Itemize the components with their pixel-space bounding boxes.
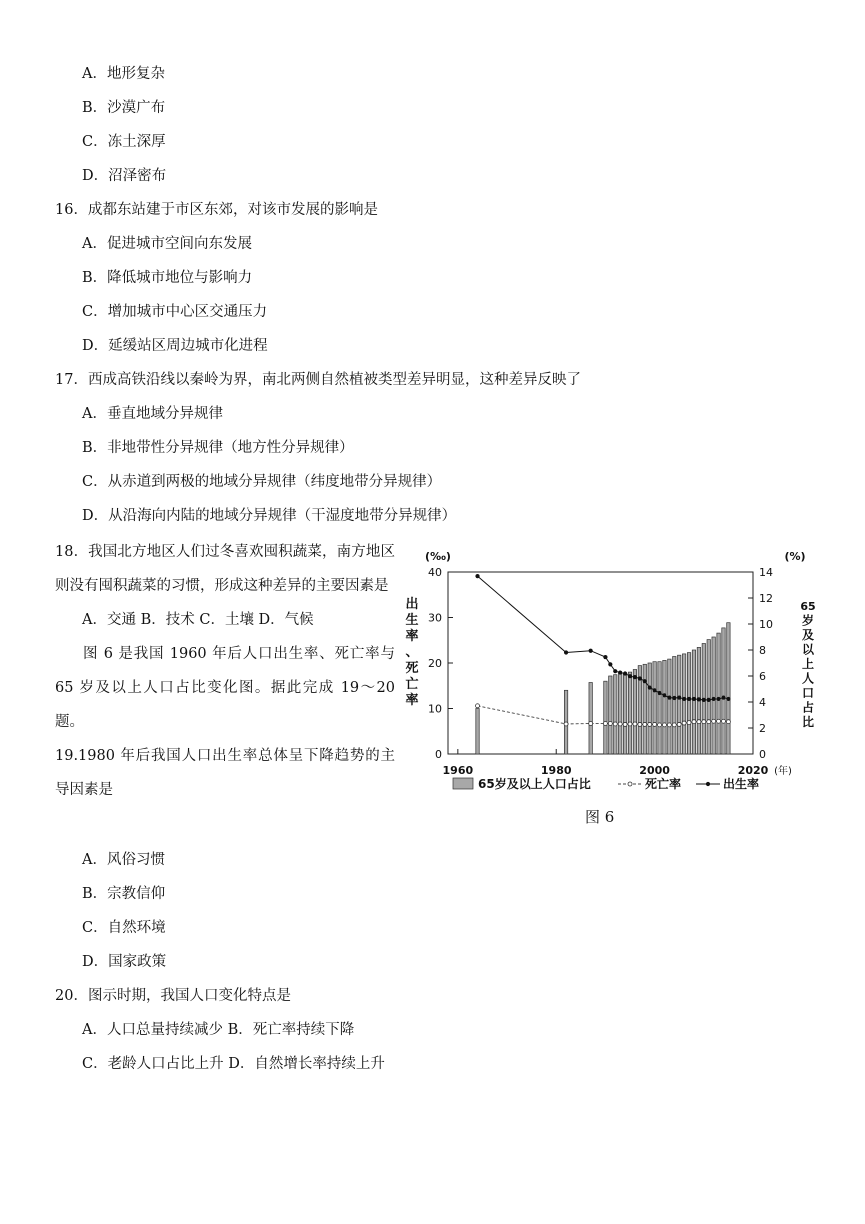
birth-rate-point: [687, 697, 691, 701]
left-column: [55, 535, 395, 807]
figure-intro: 图 6 是我国 1960 年后人口出生率、死亡率与 65 岁及以上人口占比变化图。据此完成 19～20 题。: [55, 646, 395, 730]
birth-rate-point: [564, 650, 568, 654]
aged-share-bar: [628, 672, 631, 754]
q19-stem: 19.1980 年后我国人口出生率总体呈下降趋势的主导因素是: [55, 748, 395, 798]
aged-share-bar: [618, 673, 621, 754]
right-axis-title-char: 65: [800, 600, 816, 613]
birth-rate-point: [682, 697, 686, 701]
aged-share-bar: [673, 657, 676, 755]
legend-bar-swatch: [453, 778, 473, 789]
aged-share-bar: [687, 653, 690, 754]
death-rate-point: [658, 723, 662, 727]
q19-option-b: B．宗教信仰: [82, 886, 166, 902]
legend-birth-rate: 出生率: [723, 777, 760, 791]
death-rate-point: [564, 722, 568, 726]
death-rate-point: [667, 723, 671, 727]
left-tick-label: 0: [435, 748, 442, 761]
birth-rate-point: [672, 696, 676, 700]
q15-option-b: B．沙漠广布: [82, 100, 166, 116]
right-tick-label: 12: [759, 592, 773, 605]
death-rate-point: [638, 722, 642, 726]
death-rate-point: [672, 723, 676, 727]
x-tick-label: 2000: [639, 764, 670, 777]
q17-option-a: A．垂直地域分异规律: [82, 406, 223, 422]
birth-rate-point: [721, 695, 725, 699]
q19-option-a: A．风俗习惯: [82, 852, 165, 868]
birth-rate-point: [643, 679, 647, 683]
death-rate-point: [726, 720, 730, 724]
birth-rate-point: [603, 655, 607, 659]
birth-rate-point: [692, 697, 696, 701]
left-axis-title-char: 死: [405, 661, 419, 676]
death-rate-point: [628, 722, 632, 726]
legend-birth-marker: [706, 782, 710, 786]
death-rate-point: [613, 722, 617, 726]
birth-rate-point: [657, 691, 661, 695]
birth-rate-point: [638, 676, 642, 680]
left-axis-title-char: 亡: [405, 677, 419, 692]
birth-rate-point: [475, 574, 479, 578]
death-rate-point: [702, 720, 706, 724]
q17-option-d: D．从沿海向内陆的地域分异规律（干湿度地带分异规律）: [82, 508, 457, 524]
q19-option-c: C．自然环境: [82, 920, 166, 936]
death-rate-point: [712, 719, 716, 723]
q18-options: A．交通 B．技术 C．土壤 D．气候: [82, 612, 314, 628]
legend-death-marker: [628, 782, 632, 786]
left-axis-title-char: 、: [405, 645, 419, 660]
q17-option-b: B．非地带性分异规律（地方性分异规律）: [82, 440, 354, 456]
right-tick-label: 4: [759, 696, 766, 709]
aged-share-bar: [682, 654, 685, 754]
aged-share-bar: [727, 623, 730, 754]
birth-rate-point: [653, 688, 657, 692]
birth-rate-point: [628, 674, 632, 678]
left-tick-label: 20: [428, 657, 442, 670]
death-rate-point: [648, 722, 652, 726]
q15-option-a: A．地形复杂: [82, 66, 165, 82]
right-tick-label: 2: [759, 722, 766, 735]
left-axis-title-char: 率: [405, 693, 419, 708]
q20-stem: 20．图示时期，我国人口变化特点是: [55, 988, 291, 1004]
x-tick-label: 1980: [540, 764, 572, 777]
aged-share-bar: [476, 709, 479, 755]
death-rate-point: [476, 704, 480, 708]
death-rate-point: [692, 720, 696, 724]
right-axis-title-char: 以: [801, 642, 815, 657]
q16-option-b: B．降低城市地位与影响力: [82, 270, 253, 286]
q16-option-d: D．延缓站区周边城市化进程: [82, 338, 268, 354]
q16-option-c: C．增加城市中心区交通压力: [82, 304, 268, 320]
birth-rate-point: [613, 669, 617, 673]
aged-share-bar: [648, 663, 651, 754]
left-axis-title-char: 率: [405, 629, 419, 644]
legend-aged-share: 65岁及以上人口占比: [478, 777, 591, 791]
death-rate-point: [653, 722, 657, 726]
death-rate-point: [633, 722, 637, 726]
right-tick-label: 6: [759, 670, 766, 683]
death-rate-point: [707, 720, 711, 724]
death-rate-point: [618, 722, 622, 726]
birth-rate-point: [702, 698, 706, 702]
death-rate-point: [662, 723, 666, 727]
aged-share-bar: [707, 640, 710, 754]
birth-rate-point: [712, 697, 716, 701]
aged-share-bar: [658, 662, 661, 754]
death-rate-point: [643, 722, 647, 726]
left-tick-label: 40: [428, 566, 442, 579]
death-rate-point: [677, 722, 681, 726]
birth-rate-point: [623, 671, 627, 675]
right-axis-title-char: 比: [801, 715, 815, 729]
death-rate-point: [623, 722, 627, 726]
aged-share-bar: [614, 675, 617, 754]
death-rate-point: [682, 721, 686, 725]
aged-share-bar: [712, 637, 715, 754]
birth-rate-point: [697, 697, 701, 701]
right-axis-title-char: 占: [801, 700, 815, 715]
aged-share-bar: [668, 659, 671, 754]
q15-option-d: D．沼泽密布: [82, 168, 167, 184]
aged-share-bar: [643, 664, 646, 754]
right-axis-title-char: 上: [801, 657, 815, 671]
x-tick-label: 2020: [737, 764, 769, 777]
death-rate-point: [687, 721, 691, 725]
left-unit-label: (‰): [425, 550, 451, 563]
birth-rate-point: [633, 675, 637, 679]
q18-stem: 18．我国北方地区人们过冬喜欢囤积蔬菜，南方地区则没有囤积蔬菜的习惯，形成这种差异的主要因素是: [55, 544, 395, 594]
right-tick-label: 14: [759, 566, 773, 579]
birth-rate-point: [726, 697, 730, 701]
birth-rate-point: [707, 698, 711, 702]
aged-share-bar: [623, 673, 626, 754]
left-axis-title-char: 出: [405, 597, 419, 612]
birth-rate-point: [618, 670, 622, 674]
q19-option-d: D．国家政策: [82, 954, 167, 970]
birth-rate-point: [716, 697, 720, 701]
x-unit-label: (年): [774, 766, 792, 777]
right-unit-label: (%): [784, 550, 806, 563]
right-tick-label: 10: [759, 618, 773, 631]
right-tick-label: 8: [759, 644, 766, 657]
birth-rate-point: [648, 685, 652, 689]
death-rate-point: [589, 722, 593, 726]
x-tick-label: 1960: [442, 764, 474, 777]
legend-death-rate: 死亡率: [645, 777, 682, 791]
aged-share-bar: [692, 650, 695, 754]
q16-stem: 16．成都东站建于市区东郊，对该市发展的影响是: [55, 202, 378, 218]
birth-rate-point: [662, 693, 666, 697]
q20-options-line2: C．老龄人口占比上升 D．自然增长率持续上升: [82, 1056, 385, 1072]
figure-caption: 图 6: [585, 808, 615, 826]
aged-share-bar: [633, 670, 636, 755]
right-axis-title-char: 及: [801, 628, 815, 642]
q20-options-line1: A．人口总量持续减少 B．死亡率持续下降: [82, 1022, 355, 1038]
birth-rate-point: [667, 695, 671, 699]
birth-rate-point: [677, 695, 681, 699]
right-tick-label: 0: [759, 748, 766, 761]
death-rate-point: [697, 720, 701, 724]
aged-share-bar: [717, 633, 720, 754]
q17-option-c: C．从赤道到两极的地域分异规律（纬度地带分异规律）: [82, 474, 442, 490]
aged-share-bar: [604, 681, 607, 754]
left-tick-label: 10: [428, 702, 442, 716]
aged-share-bar: [663, 660, 666, 754]
population-chart: [398, 542, 818, 804]
right-axis-title-char: 口: [801, 686, 815, 700]
right-axis-title-char: 人: [801, 671, 815, 686]
q15-option-c: C．冻土深厚: [82, 134, 166, 150]
birth-rate-point: [589, 649, 593, 653]
left-tick-label: 30: [428, 611, 442, 625]
birth-rate-point: [608, 662, 612, 666]
aged-share-bar: [589, 683, 592, 755]
death-rate-point: [603, 722, 607, 726]
right-axis-title-char: 岁: [801, 613, 815, 628]
death-rate-point: [608, 722, 612, 726]
death-rate-point: [717, 719, 721, 723]
aged-share-bar: [678, 655, 681, 754]
q17-stem: 17．西成高铁沿线以秦岭为界，南北两侧自然植被类型差异明显，这种差异反映了: [55, 372, 581, 388]
q16-option-a: A．促进城市空间向东发展: [82, 236, 252, 252]
death-rate-point: [721, 719, 725, 723]
left-axis-title-char: 生: [405, 613, 419, 628]
aged-share-bar: [722, 628, 725, 754]
aged-share-bar: [609, 676, 612, 754]
aged-share-bar: [653, 662, 656, 754]
